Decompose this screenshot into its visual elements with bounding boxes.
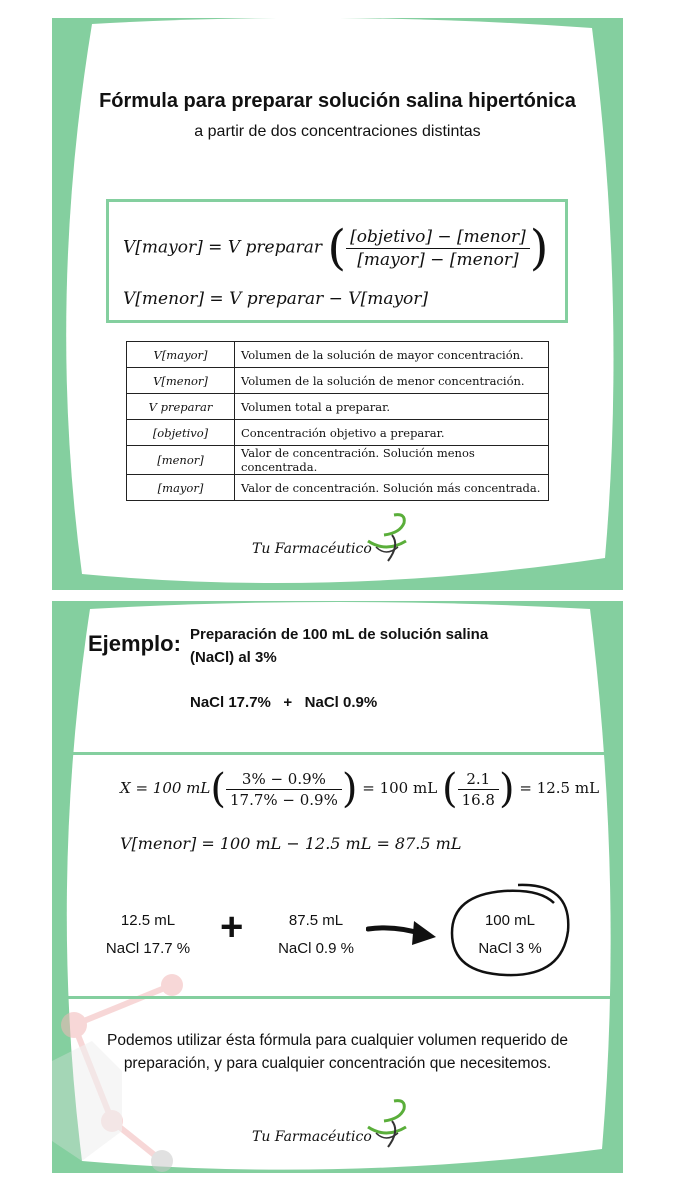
mix-b-solution: NaCl 0.9 %: [278, 940, 354, 957]
definition-description: Volumen de la solución de mayor concentración.: [235, 342, 549, 368]
mix-b-volume: 87.5 mL: [288, 912, 344, 929]
arrow-right-icon: [366, 915, 442, 949]
divider: [52, 996, 623, 999]
table-row: [127, 342, 549, 368]
bowl-of-hygieia-icon: [362, 1097, 412, 1153]
definitions-table: [126, 341, 549, 501]
formula-main-lhs: V[mayor] = V preparar: [123, 237, 322, 258]
eq1-denominator-2: 16.8: [461, 790, 495, 809]
mix-result: [460, 907, 560, 963]
formula-box: [106, 199, 568, 323]
right-paren: ): [529, 220, 549, 276]
formula-main: [123, 220, 549, 276]
table-row: [127, 394, 549, 420]
divider: [52, 752, 623, 755]
result-volume: 100 mL: [484, 912, 536, 929]
formula-card: [52, 18, 623, 590]
eq1-numerator-2: 2.1: [458, 770, 499, 790]
definition-symbol: V preparar: [127, 394, 235, 420]
logo: [252, 511, 422, 571]
formula-main-fraction: [346, 227, 530, 270]
eq1-fraction: [226, 770, 342, 809]
mix-a-volume: 12.5 mL: [120, 912, 176, 929]
logo-text: Tu Farmacéutico: [252, 541, 372, 557]
plus-sign: +: [220, 905, 244, 949]
table-row: [127, 368, 549, 394]
formula-main-numerator: [objetivo] − [menor]: [346, 227, 530, 249]
eq1-rhs: = 12.5 mL: [519, 779, 600, 797]
definition-symbol: [menor]: [127, 446, 235, 475]
eq1-denominator: 17.7% − 0.9%: [229, 790, 338, 809]
definition-symbol: [objetivo]: [127, 420, 235, 446]
formula-second: V[menor] = V preparar − V[mayor]: [123, 289, 429, 309]
mix-a-solution: NaCl 17.7 %: [105, 940, 191, 957]
table-row: [127, 475, 549, 501]
mix-solution-a: [98, 907, 198, 963]
right-paren: ): [341, 766, 358, 812]
definition-description: Volumen total a preparar.: [235, 394, 549, 420]
mix-solution-b: [266, 907, 366, 963]
bowl-of-hygieia-icon: [362, 511, 412, 567]
example-label: Ejemplo:: [88, 631, 181, 656]
formula-main-denominator: [mayor] − [menor]: [357, 249, 519, 270]
table-row: [127, 420, 549, 446]
equation-volume-minor: V[menor] = 100 mL − 12.5 mL = 87.5 mL: [120, 834, 462, 853]
table-row: [127, 446, 549, 475]
left-paren: (: [441, 766, 458, 812]
equation-volume-major: [120, 766, 600, 812]
definition-symbol: [mayor]: [127, 475, 235, 501]
eq1-mid: = 100 mL: [362, 779, 438, 797]
definition-symbol: V[mayor]: [127, 342, 235, 368]
eq1-numerator: 3% − 0.9%: [226, 770, 342, 790]
definition-description: Valor de concentración. Solución menos concentrada.: [235, 446, 549, 475]
result-solution: NaCl 3 %: [478, 940, 542, 957]
logo-text: Tu Farmacéutico: [252, 1129, 372, 1145]
closing-text: Podemos utilizar ésta fórmula para cualquier volumen requerido de preparación, y para cualquier concentración que necesitemos.: [107, 1032, 568, 1072]
page-subtitle: a partir de dos concentraciones distintas: [194, 123, 481, 140]
left-paren: (: [327, 220, 347, 276]
example-title: Preparación de 100 mL de solución salina (NaCl) al 3%: [190, 626, 489, 666]
eq1-fraction-simplified: [458, 770, 499, 809]
logo: [252, 1097, 422, 1157]
page-title: Fórmula para preparar solución salina hipertónica: [99, 90, 576, 112]
right-paren: ): [498, 766, 515, 812]
eq1-lhs: X = 100 mL: [120, 779, 211, 797]
example-card: [52, 601, 623, 1173]
definition-description: Volumen de la solución de menor concentración.: [235, 368, 549, 394]
definition-description: Concentración objetivo a preparar.: [235, 420, 549, 446]
definition-symbol: V[menor]: [127, 368, 235, 394]
left-paren: (: [210, 766, 226, 812]
definition-description: Valor de concentración. Solución más concentrada.: [235, 475, 549, 501]
example-solutions: NaCl 17.7% + NaCl 0.9%: [190, 694, 378, 711]
